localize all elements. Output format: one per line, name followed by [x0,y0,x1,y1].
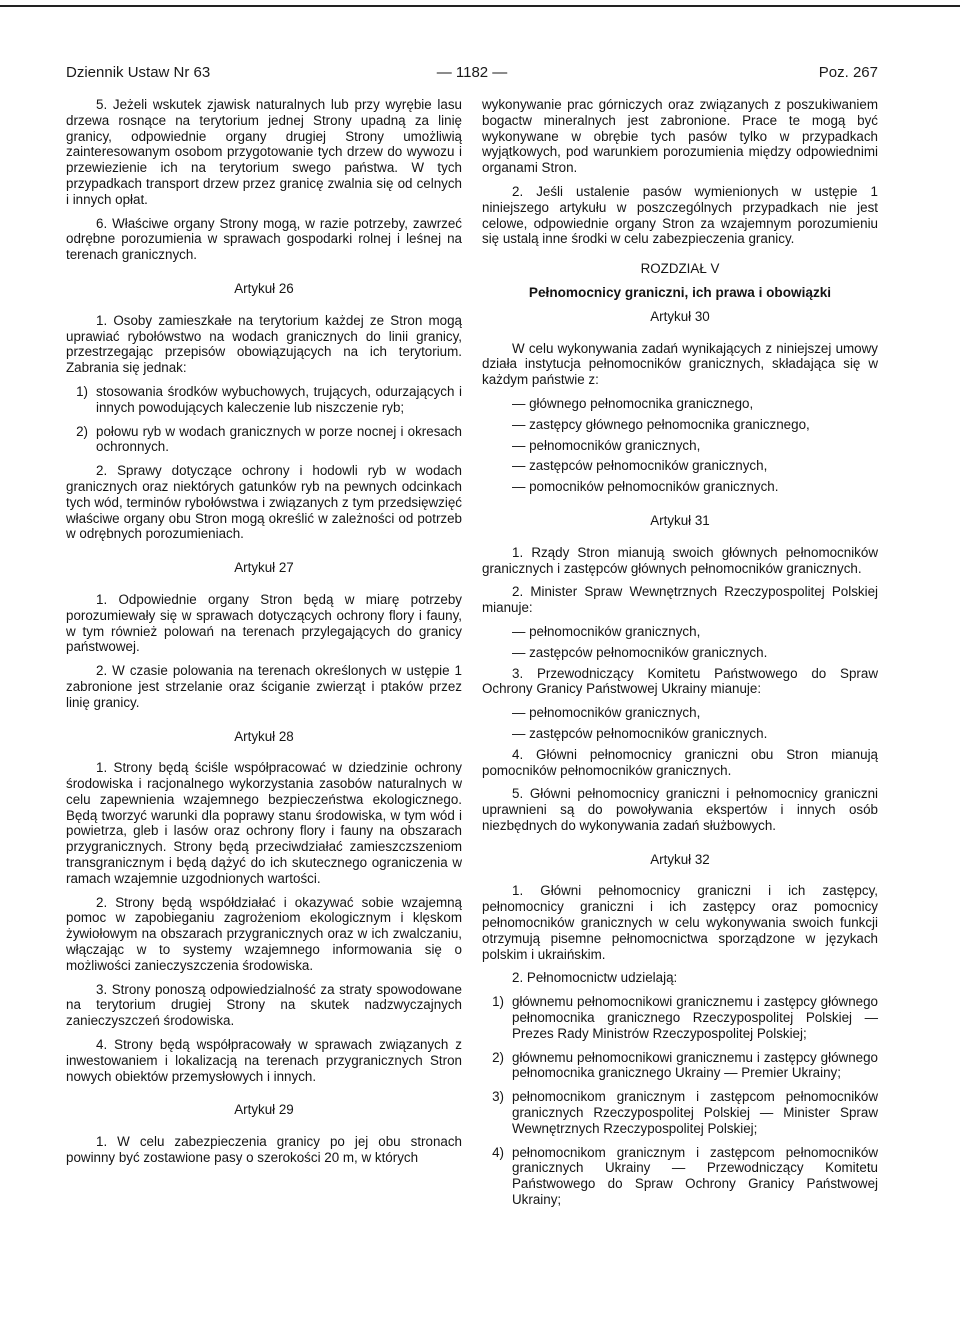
paragraph: 1. Główni pełnomocnicy graniczni i ich zastępcy, pełnomocnicy graniczni i ich zastępcy oraz pomocnicy pełnomocników granicznych w celu wykonywania swoich funkcji otrzymują pisemne pełnomocnictwa sporządzone w językach polskim i ukraińskim. [482,883,878,962]
dash-item: — zastępców pełnomocników granicznych. [512,725,768,741]
top-rule [0,5,960,7]
paragraph: 2. Sprawy dotyczące ochrony i hodowli ryb w wodach granicznych oraz niektórych gatunków ryb na pewnych odcinkach tych wód, terminów rybołówstwa i związanych z tym przedsięwzięć właściwe organy obu Stron mogą określić w zależności od potrzeb w odrębnych porozumieniach. [66,463,462,542]
chapter-heading: ROZDZIAŁ V [640,261,720,277]
paragraph: wykonywanie prac górniczych oraz związanych z poszukiwaniem bogactw mineralnych jest zabronione. Prace te mogą być wykonywane w obrębie tych pasów tylko w przypadkach wyjątkowych, pod warunkiem porozumienia między odpowiednimi organami Stron. [482,97,878,176]
paragraph: 2. Minister Spraw Wewnętrznych Rzeczypospolitej Polskiej mianuje: [482,584,878,616]
article-heading: Artykuł 30 [650,308,710,324]
paragraph: 2. W czasie polowania na terenach określonych w ustępie 1 zabronione jest strzelanie oraz ściganie zwierząt i ptaków przez linię granicy. [66,663,462,710]
page-header [66,64,878,84]
dash-item: — głównego pełnomocnika granicznego, [512,395,754,411]
paragraph: 1. Strony będą ściśle współpracować w dziedzinie ochrony środowiska i racjonalnego wykorzystania zasobów naturalnych w celu zapewnienia wzajemnego bezpieczeństwa ekologicznego. Będą tworzyć warunki dla poprawy stanu środowiska, w tym wód i powietrza, gleb i lasów oraz ochrony flory i fauny na obszarach przygranicznych. Strony będą przeciwdziałać zamieszczszeniom transgranicznym i będą dążyć do ich skutecznego ograniczenia w ramach wzajemnie uzgodnionych wartości. [66,760,462,886]
list-text: głównemu pełnomocnikowi granicznemu i zastępcy głównego pełnomocnika granicznego Rzeczypospolitej Polskiej — Prezes Rady Ministrów Rzeczypospolitej Polskiej; [512,994,878,1041]
article-heading: Artykuł 32 [650,851,710,867]
list-number: 3) [492,1089,504,1105]
dash-item: — pomocników pełnomocników granicznych. [512,479,779,495]
dash-item: — zastępców pełnomocników granicznych, [512,458,768,474]
list-text: głównemu pełnomocnikowi granicznemu i zastępcy głównego pełnomocnika granicznego Ukrainy — Premier Ukrainy; [512,1049,878,1081]
left-column [66,97,462,1174]
paragraph: 2. Strony będą współdziałać i okazywać sobie wzajemną pomoc w zapobieganiu zagrożeniom ekologicznym i klęskom żywiołowym na obszarach przygranicznych oraz w ich zwalczaniu, włączając w to systemy wzajemnego informowania się o możliwości zanieczyszczenia środowiska. [66,894,462,973]
paragraph: 6. Właściwe organy Strony mogą, w razie potrzeby, zawrzeć odrębne porozumienia w sprawach gospodarki rolnej i leśnej na terenach granicznych. [66,215,462,263]
list-number: 1) [492,994,504,1010]
position-number: Poz. 267 [818,64,878,81]
paragraph: 5. Jeżeli wskutek zjawisk naturalnych lub przy wyrębie lasu drzewa rosnące na terytorium jednej Strony upadną za linię granicy, odpowiednie organy drugiej Strony umożliwią zainteresowanym osobom przygotowanie tych drzew do wywozu i przewiezienie ich na terytorium swego państwa. W tych przypadkach transport drzew przez granicę zwalnia się od celnych i innych opłat. [66,97,462,207]
paragraph: 3. Przewodniczący Komitetu Państwowego do Spraw Ochrony Granicy Państwowej Ukrainy mianuje: [482,665,878,697]
list-text: stosowania środków wybuchowych, trujących, odurzających i innych powodujących kaleczenie lub niszczenie ryb; [96,383,462,415]
paragraph: 3. Strony ponoszą odpowiedzialność za straty spowodowane na terytorium drugiej Strony na skutek nadzwyczajnych zanieczyszczeń środowiska. [66,981,462,1029]
article-heading: Artykuł 29 [234,1102,294,1118]
paragraph: 4. Główni pełnomocnicy graniczni obu Stron mianują pomocników pełnomocników granicznych. [482,746,878,778]
paragraph: 4. Strony będą współpracowały w sprawach związanych z inwestowaniem i lokalizacją na terenach przygranicznych Stron nowych obiektów przemysłowych i innych. [66,1037,462,1084]
paragraph: 5. Główni pełnomocnicy graniczni i pełnomocnicy graniczni uprawnieni są do powoływania ekspertów i innych osób niezbędnych do wykonywania zadań służbowych. [482,786,878,833]
article-heading: Artykuł 26 [234,280,294,296]
paragraph: W celu wykonywania zadań wynikających z niniejszej umowy działa instytucja pełnomocników granicznych, składająca się w każdym państwie z: [482,340,878,388]
list-text: połowu ryb w wodach granicznych w porze nocnej i okresach ochronnych. [96,423,462,455]
dash-item: — pełnomocników granicznych, [512,623,701,639]
dash-list [482,396,878,495]
list-number: 2) [492,1049,504,1065]
right-column [482,97,878,1216]
list-number: 4) [492,1144,504,1160]
dash-list [482,705,878,742]
article-heading: Artykuł 28 [234,728,294,744]
article-heading: Artykuł 31 [650,512,710,528]
paragraph: 1. Osoby zamieszkałe na terytorium każdej ze Stron mogą uprawiać rybołówstwo na wodach granicznych do linii granicy, przestrzegając przepisów obowiązujących na ich terytorium. Zabrania się jednak: [66,312,462,376]
journal-title: Dziennik Ustaw Nr 63 [66,64,211,81]
list-number: 2) [76,423,88,439]
page-number: — 1182 — [436,64,508,81]
list-text: pełnomocnikom granicznym i zastępcom pełnomocników granicznych Ukrainy — Przewodniczący Komitetu Państwowego do Spraw Ochrony Granicy Państwowej Ukrainy; [512,1144,878,1208]
list-number: 1) [76,383,88,399]
article-heading: Artykuł 27 [234,560,294,576]
list-item [482,1050,878,1082]
list-item [482,1145,878,1208]
dash-item: — pełnomocników granicznych, [512,705,701,721]
dash-item: — pełnomocników granicznych, [512,437,701,453]
dash-item: — zastępców pełnomocników granicznych. [512,644,768,660]
paragraph: 2. Pełnomocnictw udzielają: [512,970,678,986]
dash-list [482,624,878,661]
list-item [66,424,462,456]
paragraph: 1. Rządy Stron mianują swoich głównych pełnomocników granicznych i zastępców głównych pełnomocników granicznych. [482,544,878,576]
list-text: pełnomocnikom granicznym i zastępcom pełnomocników granicznych Rzeczypospolitej Polskiej — Minister Spraw Wewnętrznych Rzeczypospolitej Polskiej; [512,1089,878,1136]
paragraph: 2. Jeśli ustalenie pasów wymienionych w ustępie 1 niniejszego artykułu w poszczególnych przypadkach nie jest celowe, odpowiednie organy Stron za wzajemnym porozumieniu się ustalą inne środki w celu zabezpieczenia granicy. [482,183,878,247]
list-item [482,1089,878,1136]
dash-item: — zastępcy głównego pełnomocnika granicznego, [512,416,810,432]
paragraph: 1. Odpowiednie organy Stron będą w miarę potrzeby porozumiewały się w sprawach dotyczących ochrony flory i fauny, w tym również polowań na terenach przylegających do granicy państwowej. [66,591,462,655]
chapter-title: Pełnomocnicy graniczni, ich prawa i obowiązki [528,284,832,300]
list-item [66,384,462,416]
paragraph: 1. W celu zabezpieczenia granicy po jej obu stronach powinny być zostawione pasy o szerokości 20 m, w których [66,1134,462,1166]
list-item [482,994,878,1041]
